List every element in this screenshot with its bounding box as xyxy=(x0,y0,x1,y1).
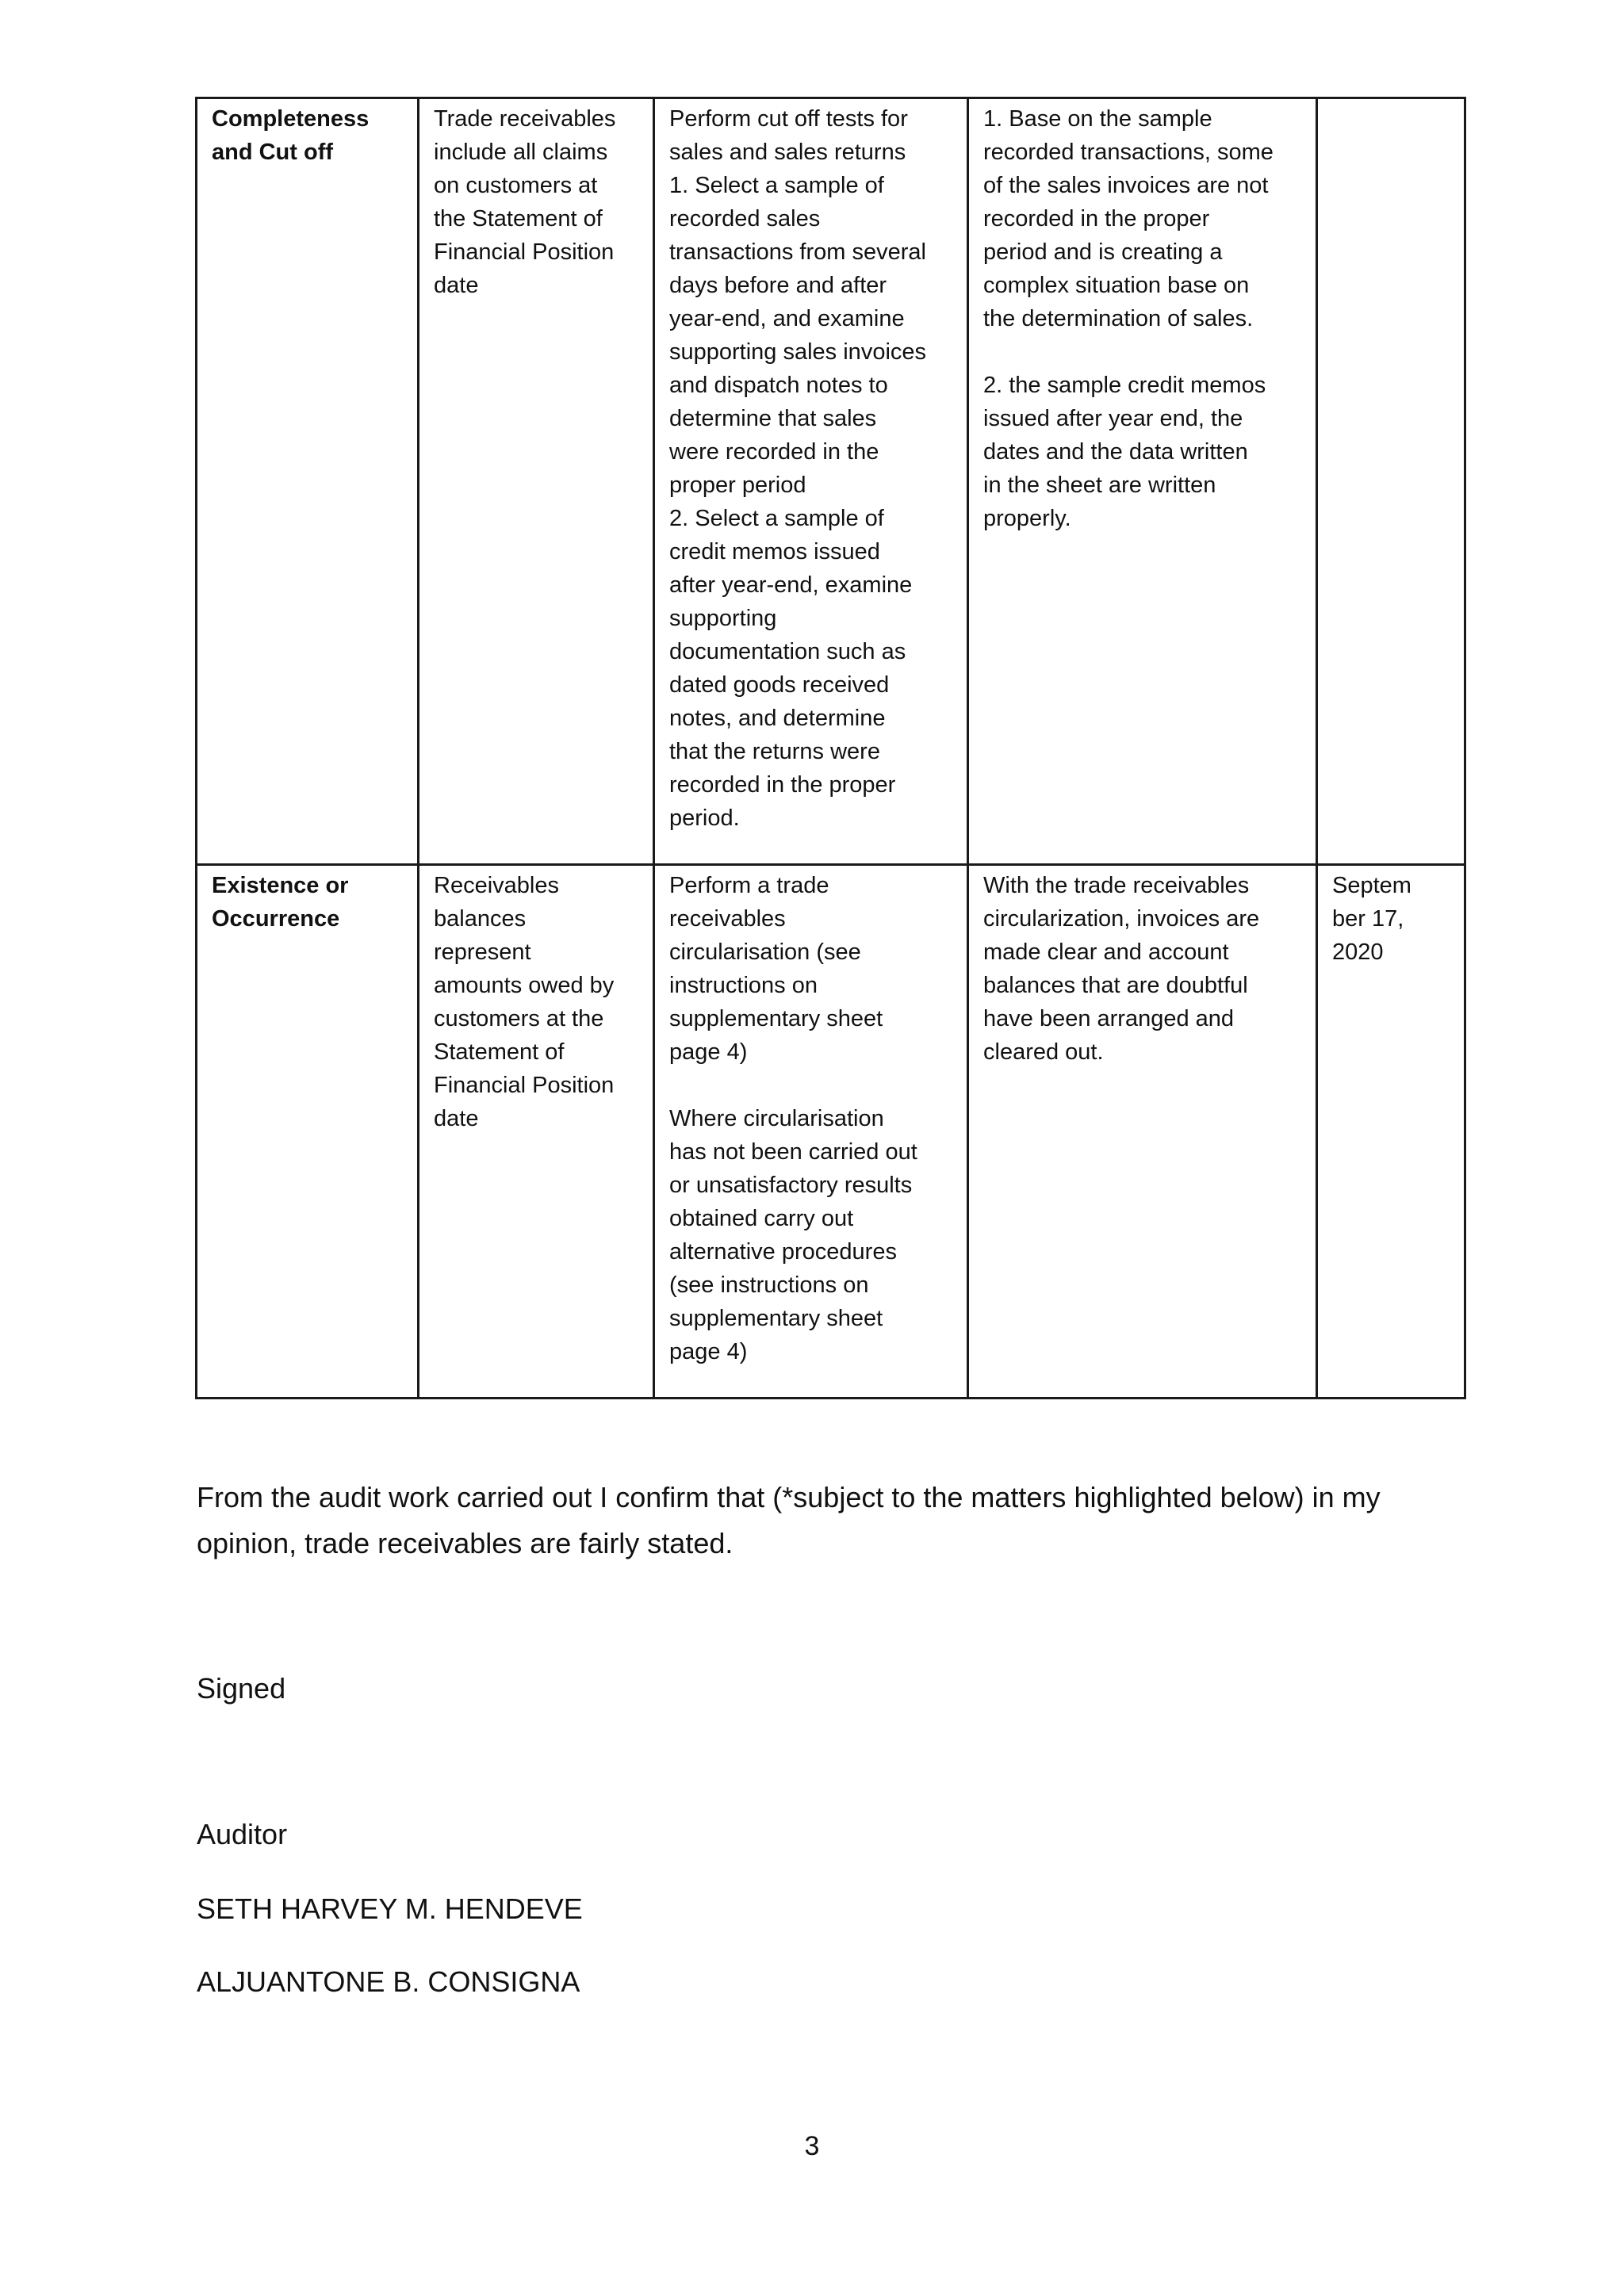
cell-line: recorded sales xyxy=(669,206,821,232)
cell-line: Perform cut off tests for xyxy=(669,106,908,132)
cell-line: notes, and determine xyxy=(669,706,886,731)
date-cell xyxy=(1317,865,1465,1399)
finding-cell xyxy=(968,98,1317,865)
procedure-cell xyxy=(654,865,968,1399)
cell-line: Septem xyxy=(1332,873,1411,898)
cell-line: or unsatisfactory results xyxy=(669,1173,913,1198)
table-row xyxy=(197,98,1465,865)
cell-line: Existence or xyxy=(212,873,349,898)
signed-label: Signed xyxy=(197,1672,286,1705)
cell-line: amounts owed by xyxy=(434,973,615,998)
cell-line: Trade receivables xyxy=(434,106,616,132)
cell-line: credit memos issued xyxy=(669,539,880,564)
audit-table-body xyxy=(197,98,1465,1399)
cell-line: (see instructions on xyxy=(669,1272,869,1298)
page-number: 3 xyxy=(804,2131,820,2161)
procedure-cell xyxy=(654,98,968,865)
cell-line: issued after year end, the xyxy=(983,406,1243,431)
cell-line: balances xyxy=(434,906,527,932)
cell-line: page 4) xyxy=(669,1339,748,1364)
cell-line: instructions on xyxy=(669,973,818,998)
cell-line: period and is creating a xyxy=(983,239,1223,265)
cell-line: 2020 xyxy=(1332,939,1384,965)
cell-line xyxy=(669,1069,952,1102)
cell-line: date xyxy=(434,273,479,298)
cell-line: receivables xyxy=(669,906,786,932)
cell-line: recorded transactions, some xyxy=(983,140,1274,165)
cell-line: balances that are doubtful xyxy=(983,973,1248,998)
audit-conclusion: From the audit work carried out I confirm that (*subject to the matters highlighted below) in my opinion, trade receivables are fairly stated. xyxy=(197,1481,1381,1559)
cell-line: circularization, invoices are xyxy=(983,906,1260,932)
table-row xyxy=(197,865,1465,1399)
cell-line: documentation such as xyxy=(669,639,906,664)
cell-line: supporting xyxy=(669,606,777,631)
cell-line: recorded in the proper xyxy=(983,206,1210,232)
cell-line: Financial Position xyxy=(434,1073,615,1098)
cell-line: 1. Select a sample of xyxy=(669,173,884,198)
cell-line: Statement of xyxy=(434,1039,565,1065)
cell-line: Completeness xyxy=(212,106,370,132)
cell-line: has not been carried out xyxy=(669,1139,917,1165)
cell-line: alternative procedures xyxy=(669,1239,897,1265)
cell-line: 2. Select a sample of xyxy=(669,506,884,531)
cell-line: that the returns were xyxy=(669,739,880,764)
finding-cell xyxy=(968,865,1317,1399)
cell-line: have been arranged and xyxy=(983,1006,1235,1031)
date-cell xyxy=(1317,98,1465,865)
cell-line: include all claims xyxy=(434,140,608,165)
cell-line: and dispatch notes to xyxy=(669,373,888,398)
cell-line: of the sales invoices are not xyxy=(983,173,1269,198)
cell-line: cleared out. xyxy=(983,1039,1104,1065)
audit-programme-table xyxy=(195,97,1466,1399)
cell-line: made clear and account xyxy=(983,939,1229,965)
cell-line: properly. xyxy=(983,506,1071,531)
auditor-name-2: ALJUANTONE B. CONSIGNA xyxy=(197,1965,580,1998)
cell-line: represent xyxy=(434,939,531,965)
assertion-cell xyxy=(419,98,654,865)
auditor-name-1: SETH HARVEY M. HENDEVE xyxy=(197,1892,583,1925)
cell-line: recorded in the proper xyxy=(669,772,896,798)
cell-line: obtained carry out xyxy=(669,1206,854,1231)
cell-line: date xyxy=(434,1106,479,1131)
cell-line: period. xyxy=(669,806,740,831)
cell-line: 1. Base on the sample xyxy=(983,106,1212,132)
cell-line: dated goods received xyxy=(669,672,890,698)
cell-line: sales and sales returns xyxy=(669,140,906,165)
cell-line: page 4) xyxy=(669,1039,748,1065)
cell-line: days before and after xyxy=(669,273,887,298)
cell-line: ber 17, xyxy=(1332,906,1404,932)
cell-line: Financial Position xyxy=(434,239,615,265)
objective-cell xyxy=(197,865,419,1399)
cell-line: the Statement of xyxy=(434,206,603,232)
cell-line: supporting sales invoices xyxy=(669,339,927,365)
cell-line: in the sheet are written xyxy=(983,473,1216,498)
cell-line xyxy=(983,335,1301,369)
cell-line: circularisation (see xyxy=(669,939,861,965)
cell-line: customers at the xyxy=(434,1006,604,1031)
cell-line: determine that sales xyxy=(669,406,877,431)
cell-line: Occurrence xyxy=(212,906,340,932)
auditor-label: Auditor xyxy=(197,1818,288,1850)
cell-line: the determination of sales. xyxy=(983,306,1254,331)
assertion-cell xyxy=(419,865,654,1399)
cell-line: With the trade receivables xyxy=(983,873,1250,898)
cell-line: Perform a trade xyxy=(669,873,829,898)
cell-line: Where circularisation xyxy=(669,1106,884,1131)
cell-line: Receivables xyxy=(434,873,559,898)
cell-line: complex situation base on xyxy=(983,273,1250,298)
objective-cell xyxy=(197,98,419,865)
cell-line: on customers at xyxy=(434,173,598,198)
cell-line: supplementary sheet xyxy=(669,1306,883,1331)
cell-line: supplementary sheet xyxy=(669,1006,883,1031)
cell-line: after year-end, examine xyxy=(669,572,913,598)
cell-line: proper period xyxy=(669,473,806,498)
cell-line: were recorded in the xyxy=(669,439,879,465)
cell-line: year-end, and examine xyxy=(669,306,905,331)
cell-line: and Cut off xyxy=(212,140,334,165)
cell-line: 2. the sample credit memos xyxy=(983,373,1266,398)
cell-line: transactions from several xyxy=(669,239,926,265)
cell-line: dates and the data written xyxy=(983,439,1248,465)
